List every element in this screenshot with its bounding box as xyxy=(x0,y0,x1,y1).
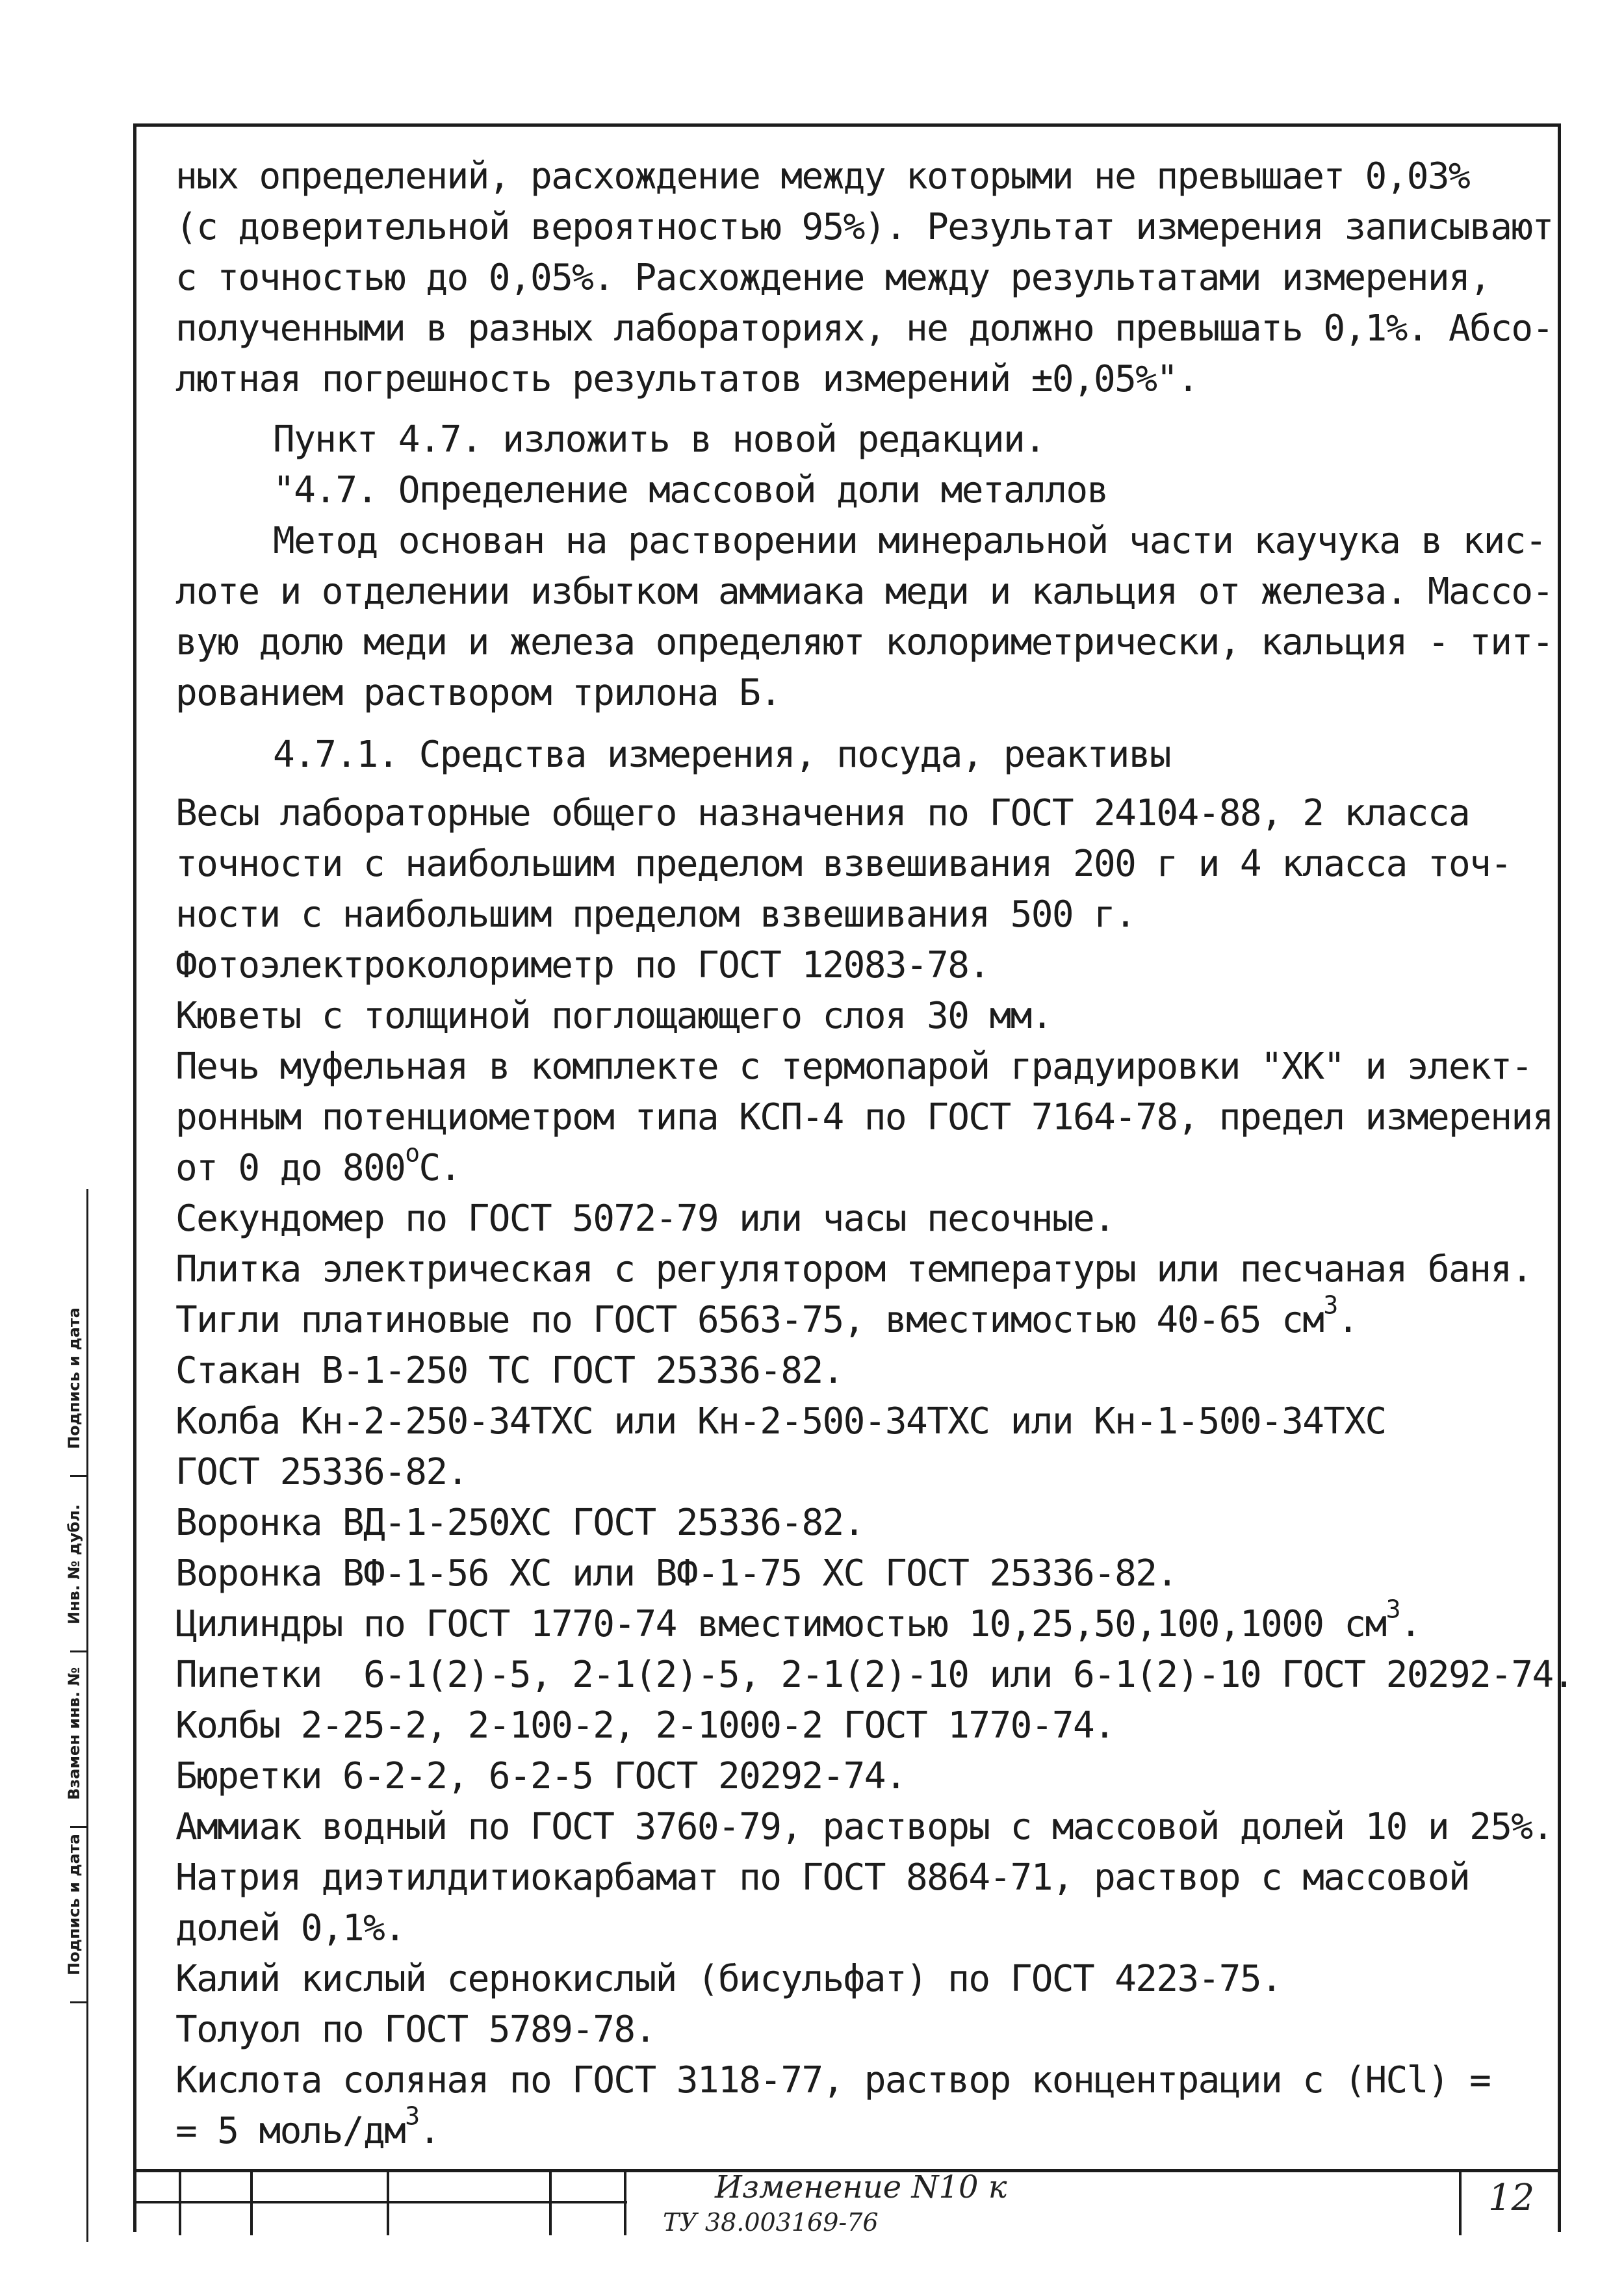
text-line: Печь муфельная в комплекте с термопарой градуировки "ХК" и элект- xyxy=(175,1046,1532,1088)
text-line: ных определений, расхождение между которыми не превышает 0,03% xyxy=(175,155,1470,198)
page-frame-top xyxy=(133,123,1561,127)
text-line: Пипетки 6-1(2)-5, 2-1(2)-5, 2-1(2)-10 или 6-1(2)-10 ГОСТ 20292-74. xyxy=(175,1654,1574,1696)
page-frame-right xyxy=(1558,123,1561,2232)
text-line: Бюретки 6-2-2, 6-2-5 ГОСТ 20292-74. xyxy=(175,1755,907,1797)
side-divider xyxy=(70,1650,86,1652)
text-line: Тигли платиновые по ГОСТ 6563-75, вместимостью 40-65 $см^3$. xyxy=(175,1291,1358,1341)
page-frame-left xyxy=(133,123,136,2232)
text-line: Цилиндры по ГОСТ 1770-74 вместимостью 10,25,50,100,1000 $см^3$. xyxy=(175,1595,1421,1645)
title-block-col xyxy=(179,2172,181,2235)
side-label-replace-inv: Взамен инв. № xyxy=(65,1667,83,1800)
text-line: полученными в разных лабораториях, не должно превышать 0,1%. Абсо- xyxy=(175,307,1553,350)
text-line: Секундомер по ГОСТ 5072-79 или часы песочные. xyxy=(175,1198,1115,1240)
title-block-col xyxy=(387,2172,389,2235)
side-divider xyxy=(70,1475,86,1477)
text-line: Воронка ВД-1-250ХС ГОСТ 25336-82. xyxy=(175,1502,864,1544)
text-line: Калий кислый сернокислый (бисульфат) по ГОСТ 4223-75. xyxy=(175,1958,1282,2000)
text-line: Весы лабораторные общего назначения по ГОСТ 24104-88, 2 класса xyxy=(175,792,1470,834)
text-line: Натрия диэтилдитиокарбамат по ГОСТ 8864-71, раствор с массовой xyxy=(175,1856,1470,1899)
text-line: лоте и отделении избытком аммиака меди и кальция от железа. Массо- xyxy=(175,571,1553,613)
text-line: = 5 моль/$дм^3$. xyxy=(175,2101,440,2152)
text-line: Колбы 2-25-2, 2-100-2, 2-1000-2 ГОСТ 1770-74. xyxy=(175,1704,1115,1747)
text-line: точности с наибольшим пределом взвешивания 200 г и 4 класса точ- xyxy=(175,843,1512,885)
title-block-row-divider xyxy=(133,2201,627,2203)
side-label-dup-inv: Инв. № дубл. xyxy=(65,1504,83,1624)
text-line: лютная погрешность результатов измерений ±0,05%". xyxy=(175,358,1198,400)
page-number: 12 xyxy=(1488,2177,1535,2219)
text-line: Метод основан на растворении минеральной части каучука в кис- xyxy=(273,520,1547,562)
text-line: Аммиак водный по ГОСТ 3760-79, растворы с массовой долей 10 и 25%. xyxy=(175,1806,1553,1848)
text-line: Кюветы с толщиной поглощающего слоя 30 мм. xyxy=(175,995,1052,1037)
text-line: Пункт 4.7. изложить в новой редакции. xyxy=(273,418,1046,461)
text-line: рованием раствором трилона Б. xyxy=(175,672,781,714)
side-divider xyxy=(70,2001,86,2003)
spec-number: ТУ 38.003169-76 xyxy=(663,2208,879,2237)
side-label-sign-date-bottom: Подпись и дата xyxy=(65,1834,83,1975)
text-line: (с доверительной вероятностью 95%). Результат измерения записывают xyxy=(175,206,1553,248)
text-line: Плитка электрическая с регулятором температуры или песчаная баня. xyxy=(175,1248,1532,1291)
text-line: долей 0,1%. xyxy=(175,1907,406,1949)
text-line: Толуол по ГОСТ 5789-78. xyxy=(175,2009,656,2051)
title-block-col xyxy=(624,2172,626,2235)
title-block-col xyxy=(250,2172,253,2235)
text-line: вую долю меди и железа определяют колориметрически, кальция - тит- xyxy=(175,621,1553,663)
section-heading: "4.7. Определение массовой доли металлов xyxy=(273,469,1108,511)
text-line: ронным потенциометром типа КСП-4 по ГОСТ 7164-78, предел измерения xyxy=(175,1096,1553,1138)
text-line: Кислота соляная по ГОСТ 3118-77, раствор концентрации с (HCl) = xyxy=(175,2059,1491,2101)
text-line: Стакан В-1-250 ТС ГОСТ 25336-82. xyxy=(175,1350,844,1392)
text-line: от 0 до $800^оС$. xyxy=(175,1138,461,1189)
text-line: с точностью до 0,05%. Расхождение между результатами измерения, xyxy=(175,257,1491,299)
text-line: ГОСТ 25336-82. xyxy=(175,1451,468,1493)
text-line: ности с наибольшим пределом взвешивания 500 г. xyxy=(175,893,1136,936)
side-label-sign-date: Подпись и дата xyxy=(65,1307,83,1449)
title-block-col xyxy=(1459,2172,1462,2235)
text-line: Воронка ВФ-1-56 ХС или ВФ-1-75 ХС ГОСТ 25336-82. xyxy=(175,1552,1178,1595)
title-block-col xyxy=(549,2172,552,2235)
text-line: Колба Кн-2-250-34ТХС или Кн-2-500-34ТХС или Кн-1-500-34ТХС xyxy=(175,1400,1386,1443)
side-divider xyxy=(70,1826,86,1828)
subsection-heading: 4.7.1. Средства измерения, посуда, реактивы xyxy=(273,734,1170,776)
text-line: Фотоэлектроколориметр по ГОСТ 12083-78. xyxy=(175,944,990,986)
change-note: Изменение N10 к xyxy=(715,2169,1007,2205)
